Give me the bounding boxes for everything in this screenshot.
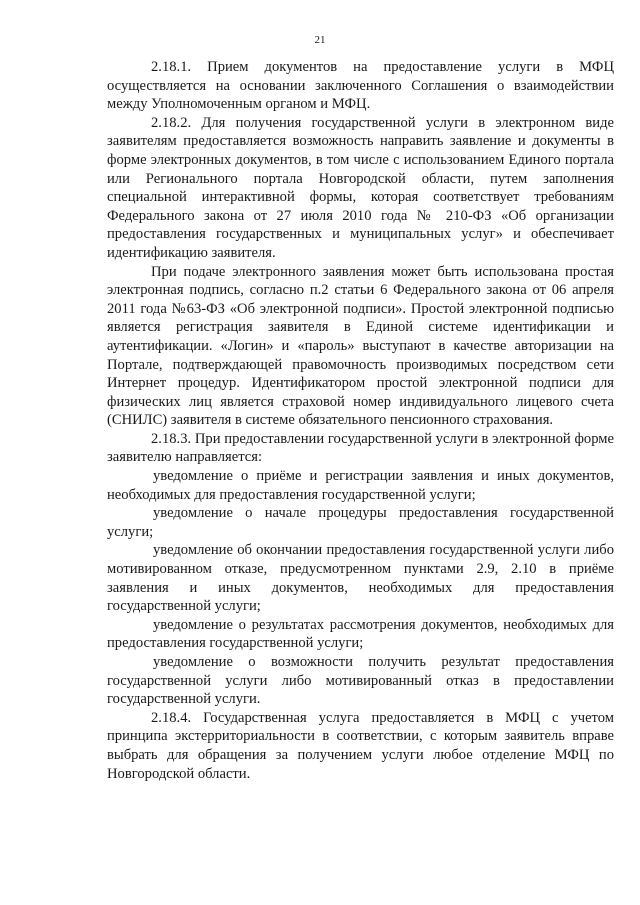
list-item-notice-start: уведомление о начале процедуры предоставления государственной услуги; <box>107 505 614 540</box>
paragraph-2-18-2: 2.18.2. Для получения государственной услуги в электронном виде заявителям предоставляется возможность направить заявление и документы в форме электронных документов, в том числе с использованием Единого портала или Регионального портала Новгородской области, путем заполнения специальной интерактивной формы, которая соответствует требованиям Федерального закона от 27 июля 2010 года № 210-ФЗ «Об организации предоставления государственных и муниципальных услуг» и обеспечивает идентификацию заявителя. <box>107 114 614 261</box>
list-item-notice-review-results: уведомление о результатах рассмотрения документов, необходимых для предоставления государственной услуги; <box>107 616 614 652</box>
list-item-notice-completion: уведомление об окончании предоставления государственной услуги либо мотивированном отказе, предусмотренном пунктами 2.9, 2.10 в приёме заявления и иных документов, необходимых для предоставления государственной услуги; <box>107 542 614 615</box>
paragraph-2-18-3: 2.18.3. При предоставлении государственной услуги в электронной форме заявителю направляется: <box>107 430 614 466</box>
page-number: 21 <box>314 34 326 46</box>
document-body <box>107 58 614 783</box>
paragraph-2-18-1: 2.18.1. Прием документов на предоставление услуги в МФЦ осуществляется на основании заключенного Соглашения о взаимодействии между Уполномоченным органом и МФЦ. <box>107 59 614 113</box>
paragraph-electronic-signature: При подаче электронного заявления может быть использована простая электронная подпись, согласно п.2 статьи 6 Федерального закона от 06 апреля 2011 года №63-ФЗ «Об электронной подписи». Простой электронной подписью является регистрация заявителя в Единой системе идентификации и аутентификации. «Логин» и «пароль» выступают в качестве авторизации на Портале, подтверждающей правомочность производимых посредством сети Интернет процедур. Идентификатором простой электронной подписи для физических лиц является страховой номер индивидуального лицевого счета (СНИЛС) заявителя в системе обязательного пенсионного страхования. <box>107 263 614 429</box>
paragraph-2-18-4: 2.18.4. Государственная услуга предоставляется в МФЦ с учетом принципа экстерриториальности в соответствии, с которым заявитель вправе выбрать для обращения за получением услуги любое отделение МФЦ по Новгородской области. <box>107 709 614 782</box>
list-item-notice-receipt: уведомление о приёме и регистрации заявления и иных документов, необходимых для предоставления государственной услуги; <box>107 468 614 503</box>
list-item-notice-result-availability: уведомление о возможности получить результат предоставления государственной услуги либо мотивированный отказ в предоставлении государственной услуги. <box>107 654 614 708</box>
